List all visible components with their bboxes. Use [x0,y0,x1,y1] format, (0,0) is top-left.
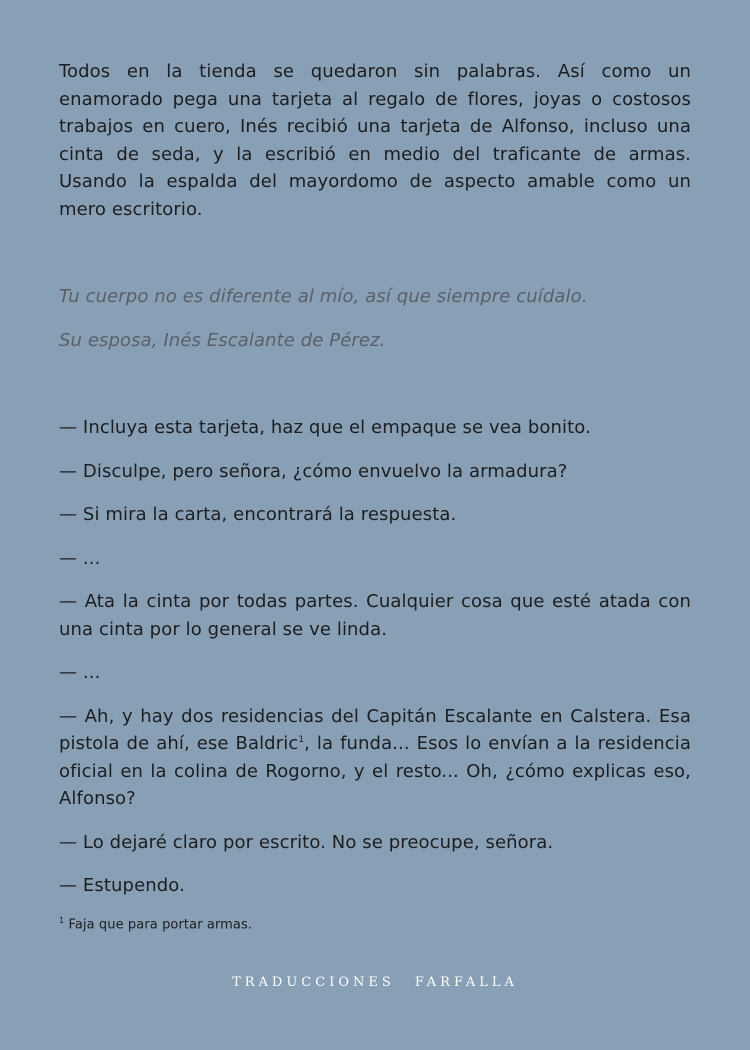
dialogue-line-6: — ... [59,662,101,683]
page-body [59,58,691,934]
footnote-reference: 1 [298,735,305,745]
card-text-line: Tu cuerpo no es diferente al mío, así que siempre cuídalo. [59,286,588,307]
dialogue-line-8: — Lo dejaré claro por escrito. No se preocupe, señora. [59,831,554,853]
dialogue-line-7 [59,703,691,813]
footnote-number: 1 [59,915,65,925]
dialogue-line-4: — ... [59,547,101,569]
narration-paragraph: Todos en la tienda se quedaron sin palabras. Así como un enamorado pega una tarjeta al regalo de flores, joyas o costosos trabajos en cuero, Inés recibió una tarjeta de Alfonso, incluso una cinta de seda, y la escribió en medio del traficante de armas. Usando la espalda del mayordomo de aspecto amable como un mero escritorio. [59,61,691,220]
dialogue-line-7-end: , la funda... Esos lo envían a la residencia oficial en la colina de Rogorno, y el resto... Oh, ¿cómo explicas eso, Alfonso? [59,733,691,809]
publisher-footer: TRADUCCIONES FARFALLA [232,975,518,990]
footnote-text: Faja que para portar armas. [68,916,253,932]
dialogue-line-1: — Incluya esta tarjeta, haz que el empaque se vea bonito. [59,417,591,438]
card-signature-line: Su esposa, Inés Escalante de Pérez. [59,329,386,351]
dialogue-line-5: — Ata la cinta por todas partes. Cualquier cosa que esté atada con una cinta por lo general se ve linda. [59,591,691,640]
dialogue-line-2: — Disculpe, pero señora, ¿cómo envuelvo la armadura? [59,460,568,482]
dialogue-line-7-start: — Ah, y hay dos residencias del Capitán Escalante en Calstera. Esa pistola de ahí, ese Baldric [59,705,691,754]
dialogue-line-3: — Si mira la carta, encontrará la respuesta. [59,504,457,525]
dialogue-line-9: — Estupendo. [59,875,185,896]
footnote [59,912,691,934]
